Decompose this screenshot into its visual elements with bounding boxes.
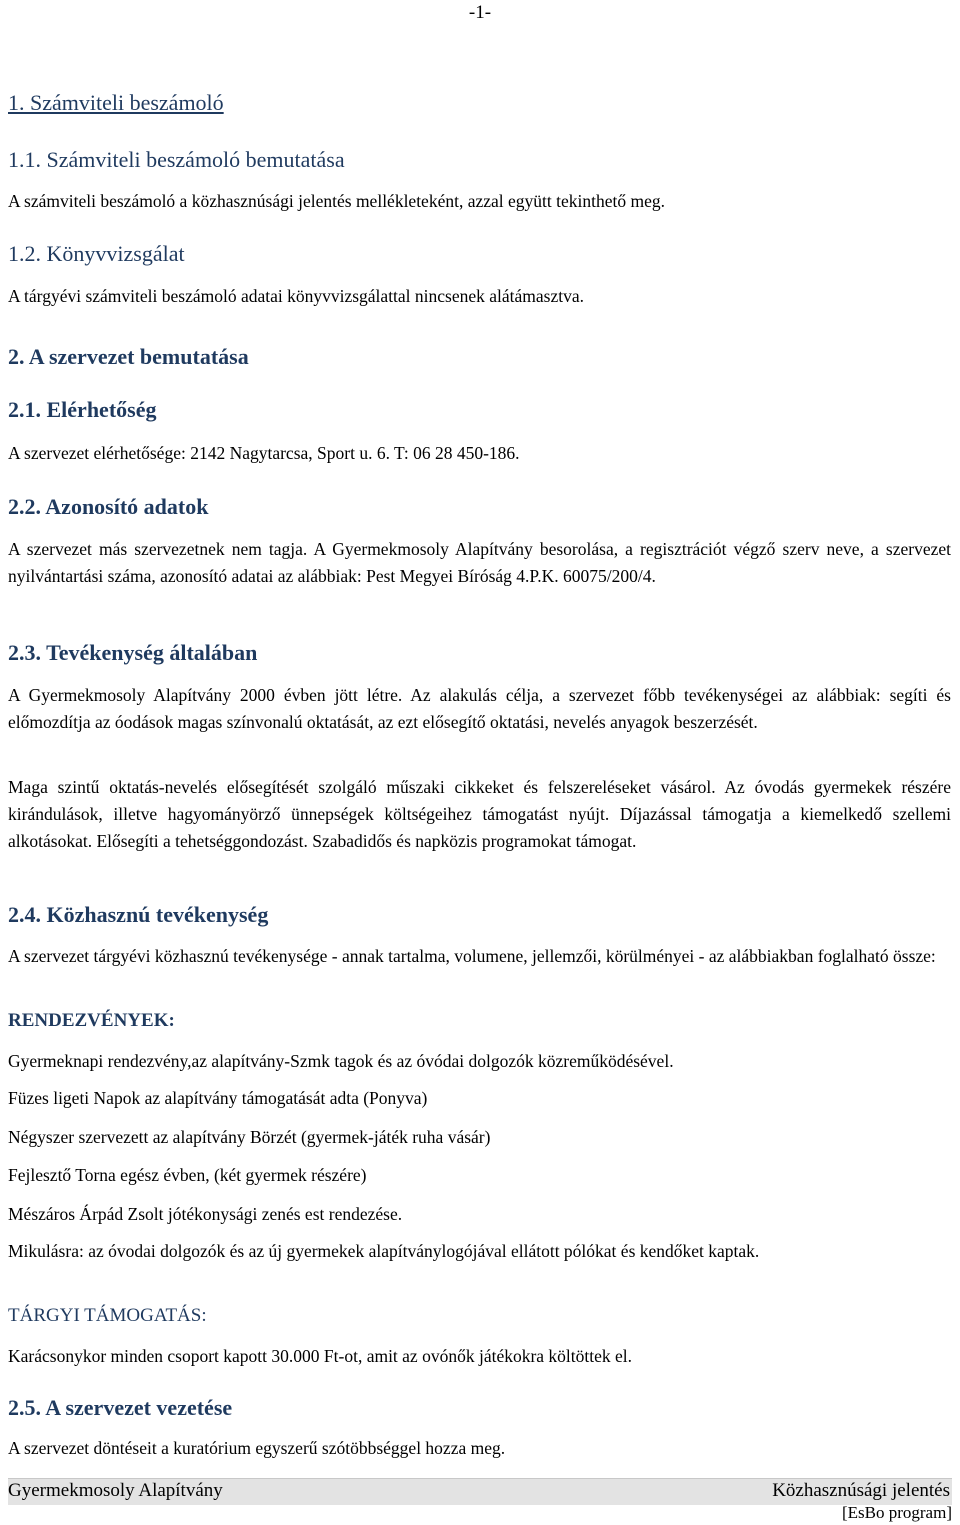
- paragraph-2-3-b: Maga szintű oktatás-nevelés elősegítését szolgáló műszaki cikkeket és felszereléseket vásárol. Az óvodás gyermekek részére kirándulások, illetve hagyományörző ünnepségek költségeihez támogatást nyújt. Díjazással támogatja a kiemelkedő szellemi alkotásokat. Elősegíti a tehetséggondozást. Szabadidős és napközis programokat támogat.: [8, 777, 951, 851]
- event-item: Négyszer szervezett az alapítvány Börzét (gyermek-játék ruha vásár): [8, 1127, 491, 1147]
- event-item: Fejlesztő Torna egész évben, (két gyermek részére): [8, 1165, 367, 1185]
- paragraph-targyi: Karácsonykor minden csoport kapott 30.000 Ft-ot, amit az ovónők játékokra költöttek el.: [8, 1346, 633, 1366]
- footer-report-title: Közhasznúsági jelentés: [772, 1480, 950, 1501]
- heading-2-5: 2.5. A szervezet vezetése: [8, 1395, 233, 1420]
- event-item: Füzes ligeti Napok az alapítvány támogatását adta (Ponyva): [8, 1088, 428, 1108]
- footer-organization: Gyermekmosoly Alapítvány: [8, 1480, 223, 1501]
- footer-program: [EsBo program]: [841, 1503, 952, 1522]
- heading-2-2: 2.2. Azonosító adatok: [8, 494, 209, 519]
- heading-2: 2. A szervezet bemutatása: [8, 344, 249, 369]
- heading-1: 1. Számviteli beszámoló: [8, 90, 224, 115]
- heading-2-1: 2.1. Elérhetőség: [8, 397, 157, 422]
- event-item: Gyermeknapi rendezvény,az alapítvány-Szmk tagok és az óvódai dolgozók közreműködésével.: [8, 1051, 674, 1071]
- paragraph-2-3-a: A Gyermekmosoly Alapítvány 2000 évben jött létre. Az alakulás célja, a szervezet főbb tevékenységei az alábbiak: segíti és előmozdítja az óodások magas színvonalú oktatását, az ezt elősegítő oktatási, nevelés anyagok beszerzését.: [8, 685, 951, 732]
- paragraph-2-4: A szervezet tárgyévi közhasznú tevékenysége - annak tartalma, volumene, jellemzői, körülményei - az alábbiakban foglalható össze:: [8, 946, 936, 966]
- heading-2-3: 2.3. Tevékenység általában: [8, 640, 258, 665]
- page-number: -1-: [468, 2, 492, 23]
- paragraph-1-2: A tárgyévi számviteli beszámoló adatai könyvvizsgálattal nincsenek alátámasztva.: [8, 286, 585, 306]
- heading-1-1: 1.1. Számviteli beszámoló bemutatása: [8, 147, 345, 172]
- targyi-heading: TÁRGYI TÁMOGATÁS:: [8, 1305, 207, 1326]
- paragraph-2-5: A szervezet döntéseit a kuratórium egyszerű szótöbbséggel hozza meg.: [8, 1438, 506, 1458]
- event-item: Mikulásra: az óvodai dolgozók és az új gyermekek alapítványlogójával ellátott pólókat és kendőket kaptak.: [8, 1241, 760, 1261]
- paragraph-2-2: A szervezet más szervezetnek nem tagja. A Gyermekmosoly Alapítvány besorolása, a regisztrációt végző szerv neve, a szervezet nyilvántartási száma, azonosító adatai az alábbiak: Pest Megyei Bíróság 4.P.K. 60075/200/4.: [8, 539, 951, 586]
- paragraph-1-1: A számviteli beszámoló a közhasznúsági jelentés mellékleteként, azzal együtt tekinthető meg.: [8, 191, 665, 211]
- heading-2-4: 2.4. Közhasznú tevékenység: [8, 902, 269, 927]
- heading-1-2: 1.2. Könyvvizsgálat: [8, 241, 185, 266]
- rendezvenyek-heading: RENDEZVÉNYEK:: [8, 1010, 175, 1031]
- paragraph-2-1: A szervezet elérhetősége: 2142 Nagytarcsa, Sport u. 6. T: 06 28 450-186.: [8, 443, 520, 463]
- event-item: Mészáros Árpád Zsolt jótékonysági zenés est rendezése.: [8, 1204, 403, 1224]
- footer-bar: [8, 1478, 952, 1505]
